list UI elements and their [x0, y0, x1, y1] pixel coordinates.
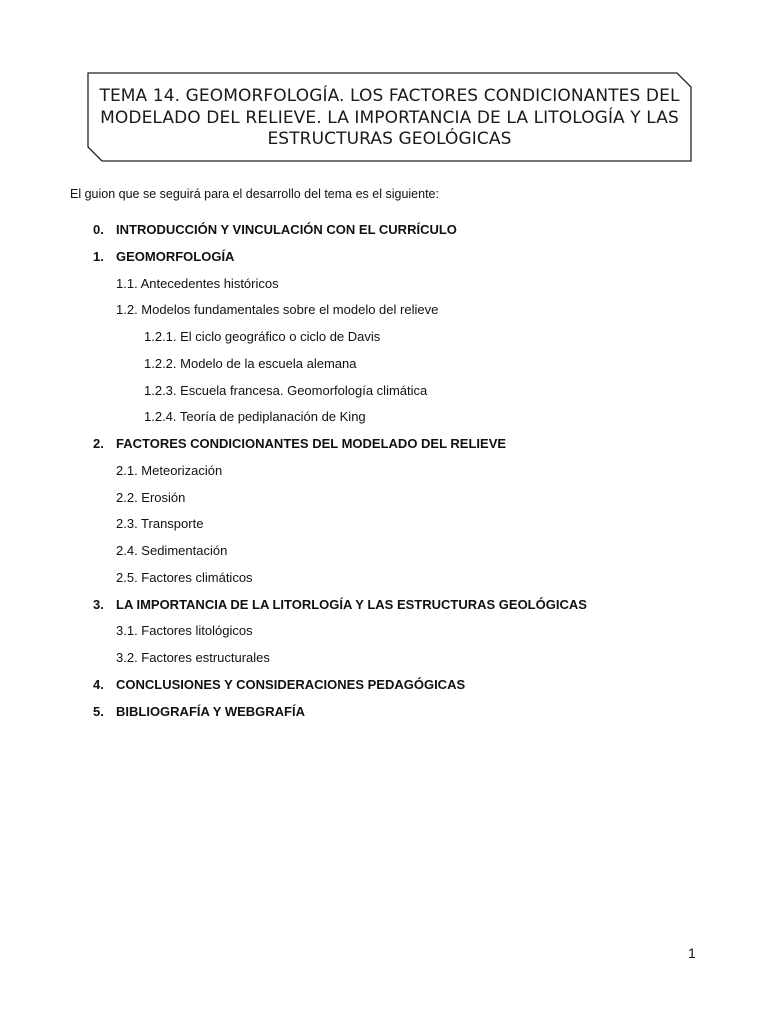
document-title [87, 86, 692, 151]
toc-section [93, 704, 305, 720]
toc-section-number: 0. [93, 222, 104, 237]
toc-section-number: 3. [93, 596, 104, 612]
title-line-3: ESTRUCTURAS GEOLÓGICAS [267, 129, 512, 149]
toc-item-text: 2.3. Transporte [116, 516, 204, 532]
toc-item-text: 3.1. Factores litológicos [116, 623, 253, 639]
toc-item-text: 1.2. Modelos fundamentales sobre el modelo del relieve [116, 302, 439, 318]
toc-item-text: 1.2.4. Teoría de pediplanación de King [144, 409, 366, 425]
toc-subsection [116, 650, 270, 666]
toc-section-number: 1. [93, 248, 104, 264]
toc-item-text: FACTORES CONDICIONANTES DEL MODELADO DEL RELIEVE [116, 436, 507, 451]
toc-subsection [116, 302, 438, 318]
toc-item-text: 1.1. Antecedentes históricos [116, 275, 279, 291]
toc-subsection [116, 570, 253, 586]
intro-text: El guion que se seguirá para el desarrollo del tema es el siguiente: [70, 187, 439, 201]
title-line-1: TEMA 14. GEOMORFOLOGÍA. LOS FACTORES CONDICIONANTES DEL [99, 86, 680, 106]
toc-subsection [116, 276, 279, 292]
toc-subsection [116, 516, 203, 532]
toc-item-text: 2.4. Sedimentación [116, 543, 228, 558]
toc-section [93, 222, 457, 238]
toc-section-number: 4. [93, 676, 104, 692]
toc-section-number: 5. [93, 703, 104, 719]
toc-item-text: 2.1. Meteorización [116, 462, 223, 478]
toc-section-number: 2. [93, 436, 104, 451]
toc-item-text: 3.2. Factores estructurales [116, 650, 270, 665]
page-number: 1 [688, 945, 696, 961]
toc-section [93, 677, 465, 693]
toc-section [93, 597, 587, 613]
toc-item-text: INTRODUCCIÓN Y VINCULACIÓN CON EL CURRÍCULO [116, 222, 457, 237]
toc-subsection [116, 463, 222, 479]
toc-subsection [144, 383, 427, 399]
toc-subsection [144, 409, 366, 425]
toc-subsection [144, 356, 356, 372]
toc-section [93, 249, 234, 265]
toc-item-text: 1.2.2. Modelo de la escuela alemana [144, 355, 357, 371]
toc-item-text: CONCLUSIONES Y CONSIDERACIONES PEDAGÓGICAS [116, 676, 466, 692]
toc-item-text: 1.2.1. El ciclo geográfico o ciclo de Davis [144, 329, 381, 344]
toc-item-text: 1.2.3. Escuela francesa. Geomorfología climática [144, 382, 428, 398]
toc-subsection [144, 329, 380, 345]
toc-item-text: 2.5. Factores climáticos [116, 569, 253, 585]
title-line-2: MODELADO DEL RELIEVE. LA IMPORTANCIA DE LA LITOLOGÍA Y LAS [100, 107, 679, 128]
toc-item-text: GEOMORFOLOGÍA [116, 248, 235, 264]
toc-item-text: BIBLIOGRAFÍA Y WEBGRAFÍA [116, 703, 305, 719]
toc-subsection [116, 490, 185, 506]
toc-subsection [116, 543, 227, 559]
title-box [87, 72, 692, 162]
toc-subsection [116, 623, 253, 639]
toc-item-text: 2.2. Erosión [116, 489, 186, 505]
toc-item-text: LA IMPORTANCIA DE LA LITORLOGÍA Y LAS ESTRUCTURAS GEOLÓGICAS [116, 596, 587, 612]
toc-section [93, 436, 506, 452]
